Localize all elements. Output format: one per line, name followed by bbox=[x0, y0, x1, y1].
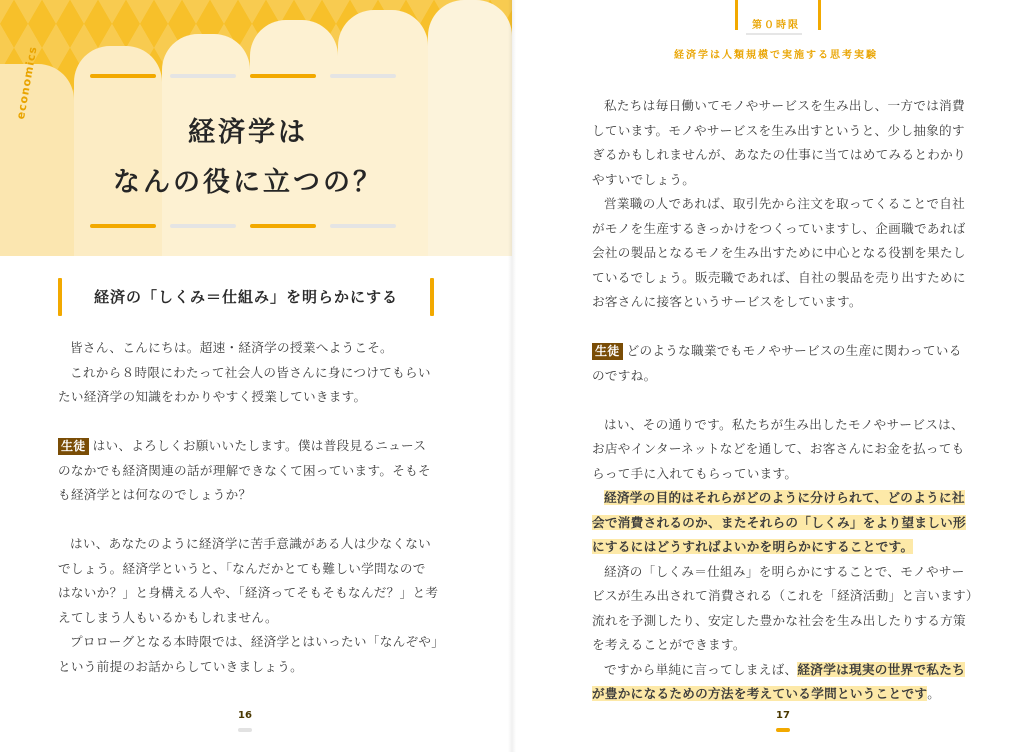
body-line: 私たちは毎日働いてモノやサービスを生み出し、一方では消費 bbox=[604, 98, 965, 113]
body-line: ビスが生み出されて消費される（これを「経済活動」と言います） bbox=[592, 588, 979, 603]
highlight-line bbox=[592, 535, 992, 560]
body-line: はい、その通りです。私たちが生み出したモノやサービスは、 bbox=[604, 416, 964, 432]
student-badge: 生徒 bbox=[58, 438, 89, 455]
section-heading bbox=[58, 278, 434, 316]
title-rule bbox=[90, 74, 156, 78]
body-line: どのような職業でもモノやサービスの生産に関わっている bbox=[626, 343, 962, 358]
body-line: でしょう。経済学というと、「なんだかとても難しい学問なので bbox=[58, 560, 426, 576]
student-line bbox=[592, 339, 992, 364]
body-line: 皆さん、こんにちは。超速・経済学の授業へようこそ。 bbox=[70, 340, 393, 355]
body-line: 会社の製品となるモノを生み出すために中心となる役割を果たし bbox=[592, 245, 966, 260]
chapter-underline bbox=[746, 33, 802, 35]
body-line: 流れを予測したり、安定した豊かな社会を生み出したりする方策 bbox=[592, 612, 966, 628]
chapter-title-line1: 経済学は bbox=[188, 117, 308, 148]
body-text: 。 bbox=[927, 686, 941, 701]
title-rule bbox=[330, 74, 396, 78]
header-arch bbox=[428, 0, 512, 256]
title-rule bbox=[250, 74, 316, 78]
body-line: 営業職の人であれば、取引先から注文を取ってくることで自社 bbox=[604, 196, 966, 211]
body-line: のですね。 bbox=[592, 367, 657, 383]
right-page bbox=[512, 0, 1024, 752]
body-line: はないか？」と身構える人や、「経済ってそもそもなんだ？」と考 bbox=[58, 585, 439, 600]
left-body bbox=[58, 336, 448, 679]
body-line: えてしまう人もいるかもしれません。 bbox=[58, 609, 278, 625]
highlighted-text: 経済学は現実の世界で私たち bbox=[797, 661, 966, 677]
chapter-subtitle: 経済学は人類規模で実施する思考実験 bbox=[674, 50, 878, 61]
body-line: のなかでも経済関連の話が理解できなくて困っています。そもそ bbox=[58, 462, 431, 478]
highlight-line bbox=[592, 486, 992, 511]
body-line: 経済の「しくみ＝仕組み」を明らかにすることで、モノやサー bbox=[604, 563, 965, 579]
body-line: がモノを生産するきっかけをつくっていますし、企画職であれば bbox=[592, 220, 966, 236]
page-indicator bbox=[238, 728, 252, 732]
student-badge: 生徒 bbox=[592, 343, 623, 360]
highlighted-text: が豊かになるための方法を考えている学問ということです bbox=[592, 686, 928, 701]
page-number: 17 bbox=[776, 710, 790, 721]
body-line: という前提のお話からしていきましょう。 bbox=[58, 658, 303, 674]
body-line: も経済学とは何なのでしょうか？ bbox=[58, 487, 252, 502]
body-line: お店やインターネットなどを通して、お客さんにお金を払っても bbox=[592, 441, 965, 456]
title-rule bbox=[330, 224, 396, 228]
body-line: ぎるかもしれませんが、あなたの仕事に当てはめてみるとわかり bbox=[592, 147, 966, 162]
section-title: 経済の「しくみ＝仕組み」を明らかにする bbox=[93, 288, 398, 306]
header-arch bbox=[0, 64, 74, 256]
chapter-label: 第０時限 bbox=[752, 20, 800, 31]
highlighted-text: にするにはどうすればよいかを明らかにすることです。 bbox=[592, 539, 914, 554]
title-rule bbox=[170, 74, 236, 78]
title-rule bbox=[170, 224, 236, 228]
title-rule bbox=[90, 224, 156, 228]
right-body bbox=[592, 94, 992, 707]
chapter-header-art bbox=[0, 0, 512, 256]
chapter-title-box bbox=[78, 60, 418, 244]
body-line: お客さんに接客というサービスをしています。 bbox=[592, 294, 862, 309]
mixed-line bbox=[592, 658, 992, 683]
side-label: economics bbox=[14, 44, 40, 121]
body-line: を考えることができます。 bbox=[592, 637, 746, 652]
chapter-title-line2: なんの役に立つの？ bbox=[113, 167, 383, 198]
body-text: ですから単純に言ってしまえば、 bbox=[604, 661, 798, 677]
mixed-line bbox=[592, 682, 992, 707]
body-line: らって手に入れてもらっています。 bbox=[592, 465, 798, 481]
body-line: しています。モノやサービスを生み出すというと、少し抽象的す bbox=[592, 122, 965, 138]
body-line: これから８時限にわたって社会人の皆さんに身につけてもらい bbox=[70, 364, 431, 380]
body-line: はい、よろしくお願いいたします。僕は普段見るニュース bbox=[92, 438, 427, 453]
section-bar-right bbox=[430, 278, 434, 316]
body-line: はい、あなたのように経済学に苦手意識がある人は少なくない bbox=[70, 536, 432, 551]
page-indicator bbox=[776, 728, 790, 732]
body-line: プロローグとなる本時限では、経済学とはいったい「なんぞや」 bbox=[70, 634, 445, 649]
highlighted-text: 会で消費されるのか、またそれらの「しくみ」をより望ましい形 bbox=[592, 514, 966, 530]
highlighted-text: 経済学の目的はそれらがどのように分けられて、どのように社 bbox=[604, 490, 965, 505]
body-line: やすいでしょう。 bbox=[592, 171, 696, 187]
body-line: たい経済学の知識をわかりやすく授業していきます。 bbox=[58, 389, 367, 404]
body-line: ているでしょう。販売職であれば、自社の製品を売り出すために bbox=[592, 269, 966, 285]
student-line bbox=[58, 434, 448, 459]
title-rule bbox=[250, 224, 316, 228]
page-number: 16 bbox=[238, 710, 252, 721]
highlight-line bbox=[592, 511, 992, 536]
book-gutter bbox=[508, 0, 516, 752]
